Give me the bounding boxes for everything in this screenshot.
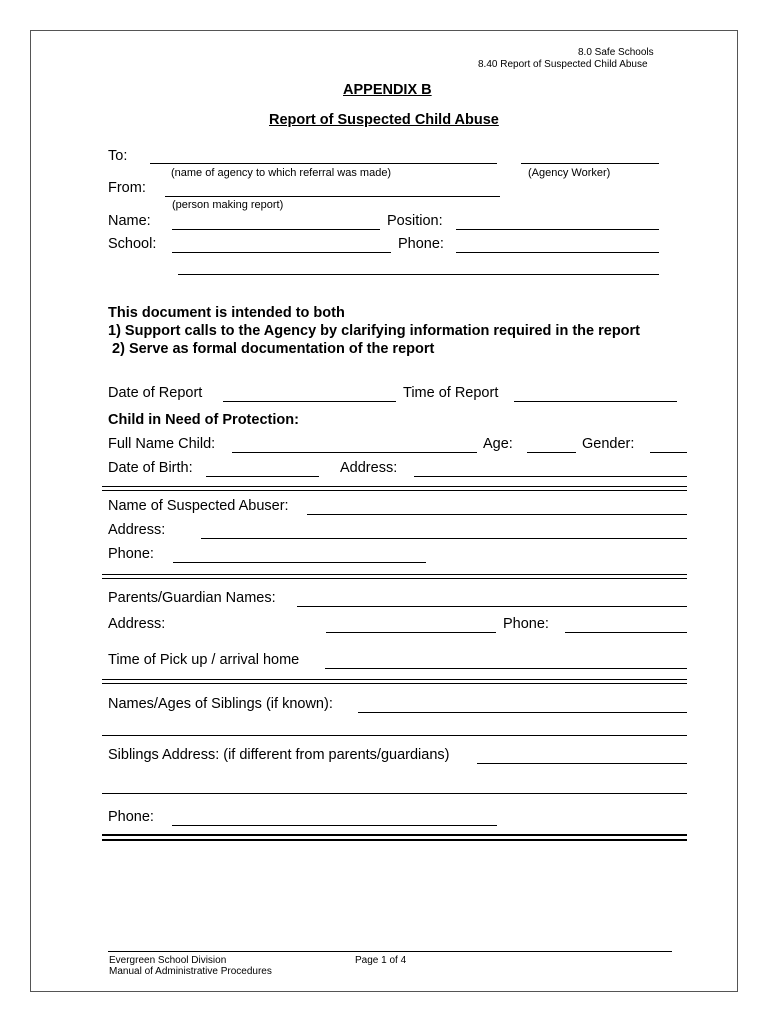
- header-section: 8.0 Safe Schools: [578, 47, 654, 58]
- footer-manual: Manual of Administrative Procedures: [109, 966, 272, 977]
- intent-line-1: This document is intended to both: [108, 305, 345, 321]
- gender-label: Gender:: [582, 436, 635, 452]
- siblings-address-field[interactable]: [477, 763, 687, 764]
- siblings-phone-label: Phone:: [108, 809, 154, 825]
- agency-field[interactable]: [150, 163, 497, 164]
- footer-page-number: Page 1 of 4: [355, 955, 407, 966]
- gender-field[interactable]: [650, 452, 687, 453]
- parents-address-field[interactable]: [326, 632, 496, 633]
- appendix-title: APPENDIX B: [343, 82, 432, 98]
- child-address-field[interactable]: [414, 476, 687, 477]
- footer-org: Evergreen School Division: [109, 955, 227, 966]
- abuser-phone-label: Phone:: [108, 546, 154, 562]
- intent-line-3: 2) Serve as formal documentation of the report: [108, 341, 435, 357]
- time-of-report-label: Time of Report: [403, 385, 499, 401]
- date-of-report-field[interactable]: [223, 401, 396, 402]
- full-name-child-label: Full Name Child:: [108, 436, 216, 452]
- school-label: School:: [108, 236, 157, 252]
- intent-line-2: 1) Support calls to the Agency by clarifying information required in the report: [108, 323, 641, 339]
- abuser-address-label: Address:: [108, 522, 166, 538]
- agency-worker-field[interactable]: [521, 163, 659, 164]
- siblings-phone-field[interactable]: [172, 825, 497, 826]
- pickup-time-label: Time of Pick up / arrival home: [108, 652, 300, 668]
- child-heading: Child in Need of Protection:: [108, 412, 299, 428]
- siblings-names-label: Names/Ages of Siblings (if known):: [108, 696, 333, 712]
- pickup-time-field[interactable]: [325, 668, 687, 669]
- person-hint: (person making report): [172, 199, 284, 211]
- school-field[interactable]: [172, 252, 391, 253]
- dob-label: Date of Birth:: [108, 460, 193, 476]
- position-label: Position:: [387, 213, 443, 229]
- phone-field[interactable]: [456, 252, 659, 253]
- parents-phone-label: Phone:: [503, 616, 549, 632]
- phone-label: Phone:: [398, 236, 444, 252]
- header-subsection: 8.40 Report of Suspected Child Abuse: [478, 59, 648, 70]
- date-of-report-label: Date of Report: [108, 385, 203, 401]
- agency-worker-hint: (Agency Worker): [528, 167, 611, 179]
- section-divider: [102, 839, 687, 841]
- from-label: From:: [108, 180, 146, 196]
- name-field[interactable]: [172, 229, 380, 230]
- section-divider: [102, 834, 687, 836]
- name-label: Name:: [108, 213, 151, 229]
- extra-line-field[interactable]: [178, 274, 659, 275]
- siblings-address-label: Siblings Address: (if different from parents/guardians): [108, 747, 450, 763]
- siblings-names-field[interactable]: [358, 712, 687, 713]
- parents-phone-field[interactable]: [565, 632, 687, 633]
- age-field[interactable]: [527, 452, 576, 453]
- position-field[interactable]: [456, 229, 659, 230]
- section-divider: [102, 574, 687, 579]
- to-label: To:: [108, 148, 128, 164]
- parents-names-label: Parents/Guardian Names:: [108, 590, 276, 606]
- child-address-label: Address:: [340, 460, 398, 476]
- time-of-report-field[interactable]: [514, 401, 677, 402]
- section-divider: [102, 486, 687, 491]
- agency-hint: (name of agency to which referral was made): [171, 167, 392, 179]
- from-field[interactable]: [165, 196, 500, 197]
- siblings-names-extra-line[interactable]: [102, 735, 687, 736]
- parents-address-label: Address:: [108, 616, 166, 632]
- full-name-child-field[interactable]: [232, 452, 477, 453]
- footer-rule: [108, 951, 672, 952]
- parents-names-field[interactable]: [297, 606, 687, 607]
- age-label: Age:: [483, 436, 513, 452]
- abuser-phone-field[interactable]: [173, 562, 426, 563]
- abuser-name-label: Name of Suspected Abuser:: [108, 498, 289, 514]
- section-divider: [102, 679, 687, 684]
- report-title: Report of Suspected Child Abuse: [269, 112, 499, 128]
- abuser-name-field[interactable]: [307, 514, 687, 515]
- siblings-address-extra-line[interactable]: [102, 793, 687, 794]
- dob-field[interactable]: [206, 476, 319, 477]
- abuser-address-field[interactable]: [201, 538, 687, 539]
